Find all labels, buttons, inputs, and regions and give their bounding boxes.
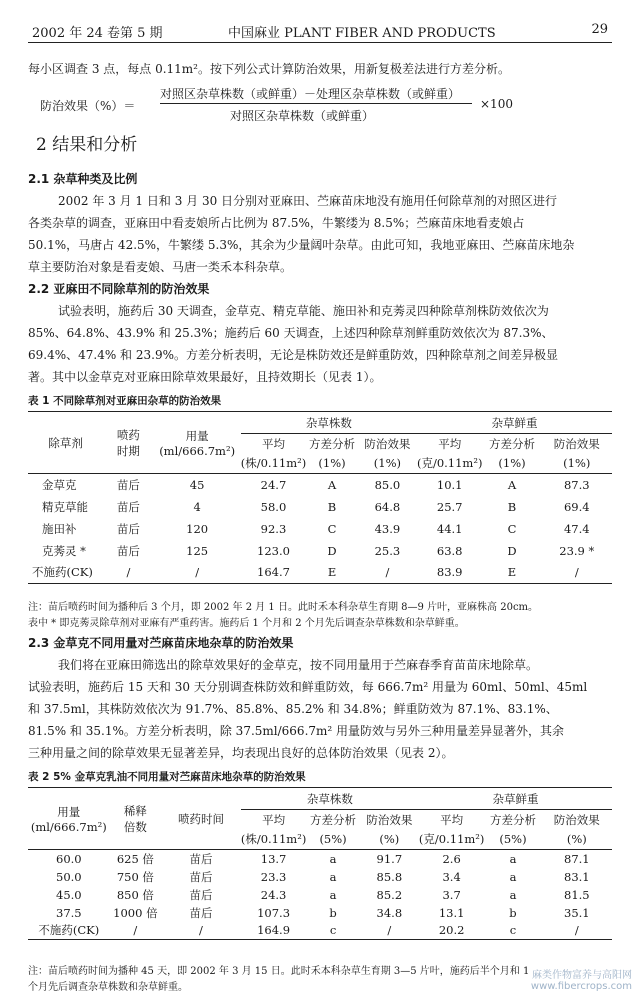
sub-header: 方差分析	[489, 436, 535, 451]
subsection-2-3-title: 2.3 金草克不同用量对苎麻苗床地杂草的防治效果	[28, 636, 294, 650]
paragraph-line: 各类杂草的调查，亚麻田中看麦娘所占比例为 87.5%，牛繁缕为 8.5%；苎麻苗床地看麦娘占	[28, 216, 525, 230]
table-row: 37.5 1000 倍 苗后 107.3 b 34.8 13.1 b 35.1	[56, 905, 590, 920]
paragraph-line: 50.1%，马唐占 42.5%，牛繁缕 5.3%，其余为少量阔叶杂草。由此可知，我地亚麻田、苎麻苗床地杂	[28, 238, 575, 252]
running-header	[28, 20, 612, 43]
formula-denominator: 对照区杂草株数（或鲜重）	[230, 109, 375, 123]
sub-header-unit: (%)	[379, 832, 400, 847]
sub-header: 防治效果	[366, 812, 413, 827]
table-row: 50.0 750 倍 苗后 23.3 a 85.8 3.4 a 83.1	[56, 869, 590, 884]
journal-name: 中国麻业 PLANT FIBER AND PRODUCTS	[228, 26, 496, 41]
sub-header: 防治效果	[553, 812, 600, 827]
table-row: 克莠灵 * 苗后 125 123.0 D 25.3 63.8 D 23.9 *	[42, 543, 595, 558]
table-1-caption: 表 1 不同除草剂对亚麻田杂草的防治效果	[28, 395, 222, 407]
sub-header-unit: (克/0.11m²)	[416, 456, 483, 471]
col-header-dose: 用量 (ml/666.7m²)	[154, 412, 241, 474]
section-title: 2 结果和分析	[36, 135, 138, 155]
page-number: 29	[591, 22, 608, 37]
sub-header-unit: (株/0.11m²)	[240, 456, 307, 471]
sub-header-unit: (克/0.11m²)	[418, 832, 485, 847]
sub-header-unit: (%)	[566, 832, 587, 847]
formula-numerator: 对照区杂草株数（或鲜重）－处理区杂草株数（或鲜重）	[160, 87, 461, 101]
table-row: 不施药(CK) / / 164.7 E / 83.9 E /	[28, 562, 612, 584]
intro-line: 每小区调查 3 点，每点 0.11m²。按下列公式计算防治效果，用新复极差法进行方差分析。	[28, 62, 510, 76]
group-header-count: 杂草株数	[241, 412, 417, 434]
watermark: 麻类作物富养与高阳网 www.fibercrops.com	[530, 970, 632, 992]
paragraph-line: 2002 年 3 月 1 日和 3 月 30 日分别对亚麻田、苎麻苗床地没有施用任何除草剂的对照区进行	[58, 194, 558, 208]
fraction-bar	[160, 103, 472, 104]
formula-multiplier: ×100	[480, 97, 513, 111]
sub-header: 方差分析	[310, 812, 357, 827]
sub-header-unit: (1%)	[373, 456, 402, 471]
col-header-time: 喷药 时期	[103, 412, 153, 474]
group-header-weight: 杂草鲜重	[419, 788, 612, 810]
sub-header: 平均	[438, 436, 462, 451]
table-1-note: 表中 * 即克莠灵除草剂对亚麻有严重药害。施药后 1 个月和 2 个月先后调查杂草株数和杂草鲜重。	[28, 618, 465, 629]
subsection-2-2-title: 2.2 亚麻田不同除草剂的防治效果	[28, 282, 210, 296]
table-row: 不施药(CK) / / 164.9 c / 20.2 c /	[28, 922, 612, 940]
table-row: 施田补 苗后 120 92.3 C 43.9 44.1 C 47.4	[42, 521, 590, 536]
col-header-dilution: 稀释 倍数	[110, 788, 162, 850]
table-row: 60.0 625 倍 苗后 13.7 a 91.7 2.6 a 87.1	[56, 851, 590, 866]
group-header-count: 杂草株数	[241, 788, 419, 810]
paragraph-line: 85%、64.8%、43.9% 和 25.3%；施药后 60 天调查，上述四种除草剂鲜重防效依次为 87.3%、	[28, 326, 554, 340]
paragraph-line: 我们将在亚麻田筛选出的除草效果好的金草克，按不同用量用于苎麻春季育苗苗床地除草。	[58, 658, 539, 672]
sub-header: 平均	[261, 436, 285, 451]
table-row: 金草克 苗后 45 24.7 A 85.0 10.1 A 87.3	[42, 477, 590, 492]
table-row: 精克草能 苗后 4 58.0 B 64.8 25.7 B 69.4	[42, 499, 590, 514]
paragraph-line: 试验表明，施药后 15 天和 30 天分别调查株防效和鲜重防效，每 666.7m² 用量为 60ml、50ml、45ml	[28, 680, 588, 694]
sub-header-unit: (5%)	[319, 832, 347, 847]
paragraph-line: 81.5% 和 35.1%。方差分析表明，除 37.5ml/666.7m² 用量防效与另外三种用量差异显著外，其余	[28, 724, 565, 738]
paragraph-line: 69.4%、47.4% 和 23.9%。方差分析表明，无论是株防效还是鲜重防效，四种除草剂之间差异极显	[28, 348, 558, 362]
table-2-caption: 表 2 5% 金草克乳油不同用量对苎麻苗床地杂草的防治效果	[28, 771, 306, 783]
table-2	[28, 787, 612, 940]
table-2-note: 注：苗后喷药时间为播种 45 天，即 2002 年 3 月 15 日。此时禾本科杂草生育期 3—5 片叶，施药后半个月和 1	[28, 966, 530, 977]
sub-header: 防治效果	[553, 436, 600, 451]
sub-header-unit: (1%)	[318, 456, 346, 471]
col-header-agent: 除草剂	[28, 412, 103, 474]
journal-issue: 2002 年 24 卷第 5 期	[32, 26, 163, 41]
sub-header-unit: (1%)	[563, 456, 591, 471]
table-2-note: 个月先后调查杂草株数和杂草鲜重。	[28, 982, 188, 993]
paragraph-line: 和 37.5ml，其株防效依次为 91.7%、85.8%、85.2% 和 34.8%；鲜重防效为 87.1%、83.1%、	[28, 702, 558, 716]
paragraph-line: 著。其中以金草克对亚麻田除草效果最好，且持效期长（见表 1）。	[28, 370, 382, 384]
col-header-time: 喷药时间	[161, 788, 241, 850]
col-header-dose: 用量 (ml/666.7m²)	[28, 788, 110, 850]
table-1	[28, 411, 612, 584]
sub-header: 平均	[440, 812, 464, 827]
sub-header-unit: (5%)	[499, 832, 527, 847]
subsection-2-1-title: 2.1 杂草种类及比例	[28, 172, 138, 186]
paragraph-line: 三种用量之间的除草效果无显著差异，均表现出良好的总体防治效果（见表 2）。	[28, 746, 454, 760]
sub-header-unit: (1%)	[498, 456, 526, 471]
paragraph-line: 试验表明，施药后 30 天调查，金草克、精克草能、施田补和克莠灵四种除草剂株防效依次为	[58, 304, 549, 318]
paragraph-line: 草主要防治对象是看麦娘、马唐一类禾本科杂草。	[28, 260, 293, 274]
sub-header: 方差分析	[309, 436, 356, 451]
sub-header-unit: (株/0.11m²)	[240, 832, 307, 847]
group-header-weight: 杂草鲜重	[417, 412, 612, 434]
table-1-note: 注：苗后喷药时间为播种后 3 个月，即 2002 年 2 月 1 日。此时禾本科杂草生育期 8—9 片叶，亚麻株高 20cm。	[28, 602, 539, 613]
sub-header: 方差分析	[489, 812, 536, 827]
sub-header: 平均	[262, 812, 286, 827]
formula-label: 防治效果（%）＝	[40, 99, 136, 113]
table-row: 45.0 850 倍 苗后 24.3 a 85.2 3.7 a 81.5	[56, 887, 590, 902]
sub-header: 防治效果	[364, 436, 411, 451]
